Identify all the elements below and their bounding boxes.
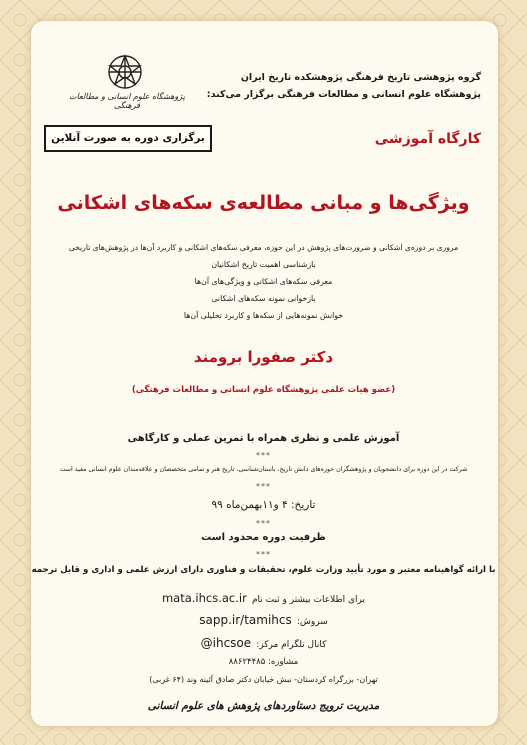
description-intro: مروری بر دوره‌ی اشکانی و ضرورت‌های پژوهش در این حوزه، معرفی سکه‌های اشکانی و کاربرد آن‌ها در پژوهش‌های تاریخی <box>68 243 459 252</box>
instructor-name: دکتر صفورا برومند <box>193 348 334 366</box>
address-text: تهران- بزرگراه کردستان- نبش خیابان دکتر صادق آئینه وند (۶۴ غربی) <box>149 675 378 684</box>
separator-stars: *** <box>256 519 271 528</box>
institute-logo-icon <box>96 52 154 92</box>
main-title: ویژگی‌ها و مبانی مطالعه‌ی سکه‌های اشکانی <box>57 192 470 214</box>
course-date: تاریخ: ۴ و۱۱بهمن‌ماه ۹۹ <box>211 499 316 511</box>
separator-stars: *** <box>256 451 271 460</box>
soroush-row <box>0 609 527 628</box>
description-item: بازخوانی نمونه سکه‌های اشکانی <box>211 294 316 303</box>
footer-text: مدیریت ترویج دستاوردهای پژوهش های علوم انسانی <box>147 700 380 712</box>
phone-label: مشاوره: <box>267 657 299 667</box>
soroush-link[interactable]: sapp.ir/tamihcs <box>199 613 292 627</box>
training-line: آموزش علمی و نظری همراه با تمرین عملی و کارگاهی <box>127 433 400 444</box>
instructor-affiliation: (عضو هیات علمی پژوهشگاه علوم انسانی و مطالعات فرهنگی) <box>131 385 396 395</box>
workshop-label: کارگاه آموزشی <box>374 131 481 147</box>
description-item: بازشناسی اهمیت تاریخ اشکانیان <box>211 260 316 269</box>
telegram-handle[interactable]: @ihcsoe <box>200 636 252 650</box>
description-item: خوانش نمونه‌هایی از سکه‌ها و کاربرد تحلیلی آن‌ها <box>183 311 344 320</box>
phone-row <box>0 657 527 667</box>
register-link[interactable]: mata.ihcs.ac.ir <box>161 591 247 605</box>
online-course-badge: برگزاری دوره به صورت آنلاین <box>44 125 212 152</box>
soroush-label: سروش: <box>296 617 328 627</box>
logo-caption: پژوهشگاه علوم انسانی و مطالعات فرهنگی <box>69 92 185 110</box>
separator-stars: *** <box>256 550 271 559</box>
separator-stars: *** <box>256 482 271 491</box>
telegram-row <box>0 632 527 651</box>
telegram-label: کانال تلگرام مرکز: <box>256 640 327 650</box>
phone-number: ۸۸۶۲۴۴۸۵ <box>228 657 266 667</box>
description-item: معرفی سکه‌های اشکانی و ویژگی‌های آن‌ها <box>194 277 333 286</box>
capacity-notice: ظرفیت دوره محدود است <box>201 532 326 543</box>
audience-text: شرکت در این دوره برای دانشجویان و پژوهشگران حوزه‌های دانش تاریخ، باستان‌شناسی، تاریخ هنر و تمامی متخصصان و علاقه‌مندان علوم انسانی مفید است <box>59 466 468 473</box>
register-row <box>0 587 527 606</box>
header-line-1: گروه پژوهشی تاریخ فرهنگی پژوهشکده تاریخ ایران <box>240 72 481 83</box>
certificate-text: با ارائه گواهینامه معتبر و مورد تأیید وزارت علوم، تحقیقات و فناوری دارای ارزش علمی و اداری و قابل ترجمه <box>31 565 496 575</box>
register-label: برای اطلاعات بیشتر و ثبت نام <box>251 595 366 605</box>
header-line-2: پژوهشگاه علوم انسانی و مطالعات فرهنگی برگزار می‌کند: <box>206 89 481 100</box>
